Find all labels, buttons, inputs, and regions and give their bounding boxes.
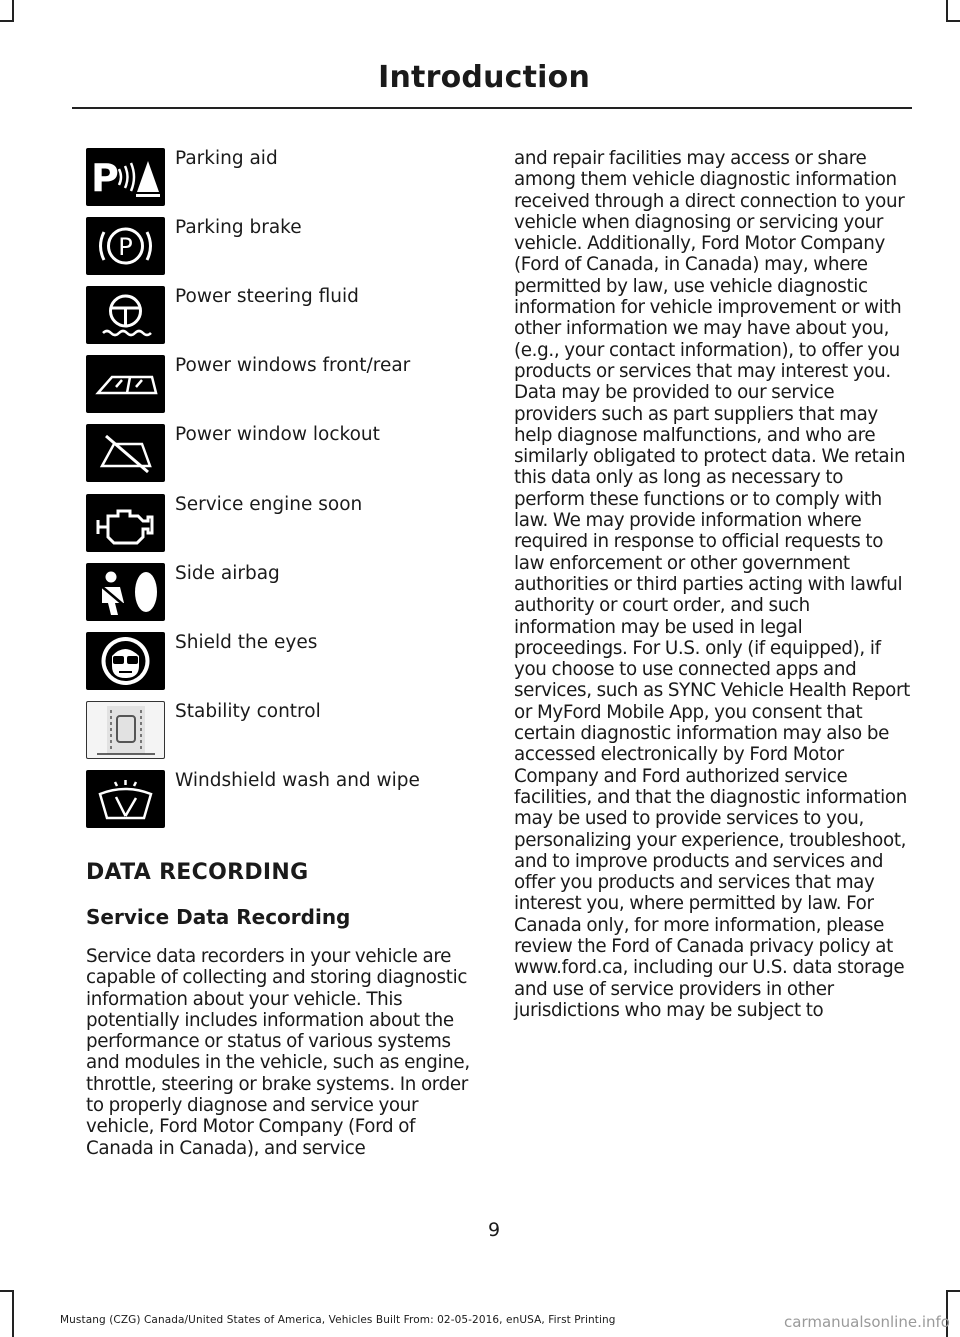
crop-mark — [0, 1290, 14, 1292]
parking-aid-icon — [86, 148, 165, 206]
sub-heading: Service Data Recording — [86, 905, 351, 929]
legend-item — [86, 563, 476, 623]
legend-label: Stability control — [175, 701, 321, 722]
power-steering-fluid-icon — [86, 286, 165, 344]
legend-label: Service engine soon — [175, 494, 363, 515]
legend-label: Parking aid — [175, 148, 278, 169]
legend-item — [86, 494, 476, 554]
legend-label: Power window lockout — [175, 424, 380, 445]
legend-item — [86, 632, 476, 692]
legend-label: Side airbag — [175, 563, 280, 584]
legend-item — [86, 286, 476, 346]
crop-mark — [12, 0, 14, 22]
body-paragraph: Service data recorders in your vehicle are capable of collecting and storing diagnostic information about your vehicle. This potentially includes information about the performance or status of various systems and modules in the vehicle, such as engine, throttle, steering or brake systems. In order to properly diagnose and service your vehicle, Ford Motor Company (Ford of Canada in Canada), and service — [86, 946, 470, 1159]
legend-item — [86, 148, 476, 208]
legend-label: Parking brake — [175, 217, 302, 238]
crop-mark — [946, 1290, 960, 1292]
crop-mark — [946, 20, 960, 22]
side-airbag-icon — [86, 563, 165, 621]
windshield-wash-wipe-icon — [86, 770, 165, 828]
legend-item — [86, 770, 476, 830]
watermark: carmanualsonline.info — [784, 1313, 950, 1331]
legend-label: Windshield wash and wipe — [175, 770, 420, 791]
body-paragraph: and repair facilities may access or share among them vehicle diagnostic information received through a direct connection to your vehicle when diagnosing or servicing your vehicle. Additionally, Ford Motor Company (Ford of Canada, in Canada) may, where permitted by law, use vehicle diagnostic information for vehicle improvement or with other information we may have about you, (e.g., your contact information), to offer you products or services that may interest you. Data may be provided to our service providers such as part suppliers that may help diagnose malfunctions, and who are similarly obligated to protect data. We retain this data only as long as necessary to perform these functions or to comply with law. We may provide information where required in response to official requests to law enforcement or other government authorities or third parties acting with lawful authority or court order, and such information may be used in legal proceedings. For U.S. only (if equipped), if you choose to use connected apps and services, such as SYNC Vehicle Health Report or MyFord Mobile App, you consent that certain diagnostic information may also be accessed electronically by Ford Motor Company and Ford authorized service facilities, and that the diagnostic information may be used to provide services to you, personalizing your experience, troubleshoot, and to improve products and services and offer you products and services that may interest you, where permitted by law. For Canada only, for more information, please review the Ford of Canada privacy policy at www.ford.ca, including our U.S. data storage and use of service providers in other jurisdictions who may be subject to — [514, 148, 910, 1021]
header-divider — [72, 107, 912, 109]
legend-item — [86, 424, 476, 484]
legend-item — [86, 217, 476, 277]
section-heading: DATA RECORDING — [86, 860, 309, 885]
svg-text:P: P — [91, 156, 119, 200]
legend-item — [86, 355, 476, 415]
stability-control-icon — [86, 701, 165, 759]
shield-the-eyes-icon — [86, 632, 165, 690]
crop-mark — [12, 1290, 14, 1337]
legend-item — [86, 701, 476, 761]
service-engine-soon-icon — [86, 494, 165, 552]
parking-brake-icon — [86, 217, 165, 275]
footer-imprint: Mustang (CZG) Canada/United States of America, Vehicles Built From: 02-05-2016, enUSA, First Printing — [60, 1314, 616, 1326]
page-title: Introduction — [378, 60, 590, 95]
legend-label: Power steering fluid — [175, 286, 359, 307]
legend-label: Power windows front/rear — [175, 355, 411, 376]
svg-text:P: P — [118, 233, 133, 261]
crop-mark — [0, 20, 14, 22]
power-windows-icon — [86, 355, 165, 413]
legend-label: Shield the eyes — [175, 632, 318, 653]
crop-mark — [946, 0, 948, 22]
page-number: 9 — [487, 1219, 501, 1241]
power-window-lockout-icon — [86, 424, 165, 482]
